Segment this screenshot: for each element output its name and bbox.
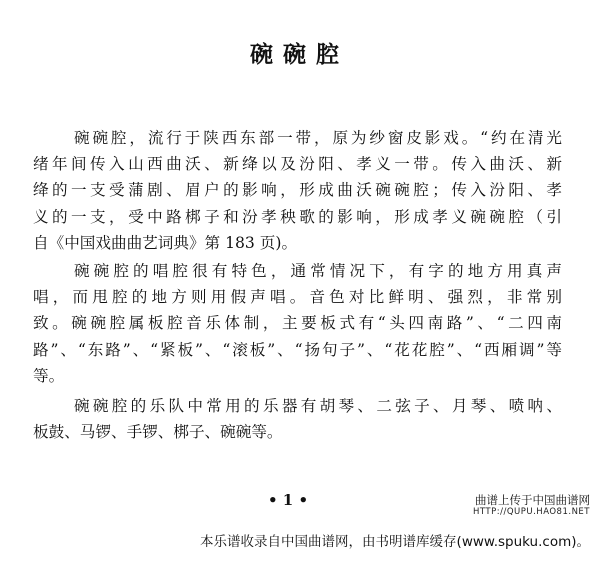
paragraph-2: [33, 258, 562, 389]
watermark-url: HTTP://QUPU.HAO81.NET: [473, 507, 590, 517]
page-number: • 1 •: [267, 491, 309, 509]
text-line: 碗碗腔，流行于陕西东部一带，原为纱窗皮影戏。“约在清光: [74, 129, 562, 147]
watermark: [473, 493, 590, 518]
text-line: 自《中国戏曲曲艺词典》第 183 页)。: [33, 233, 298, 252]
text-line: 唱，而甩腔的地方则用假声唱。音色对比鲜明、强烈，非常别: [33, 288, 562, 307]
text-line: 致。碗碗腔属板腔音乐体制，主要板式有“头四南路”、“二四南: [33, 314, 562, 333]
text-line: 碗碗腔的乐队中常用的乐器有胡琴、二弦子、月琴、喷呐、: [74, 397, 562, 416]
text-line: 板鼓、马锣、手锣、梆子、碗碗等。: [33, 423, 283, 442]
body-text: [33, 125, 562, 447]
text-line: 等。: [33, 366, 65, 385]
text-line: 绪年间传入山西曲沃、新绛以及汾阳、孝义一带。传入曲沃、新: [33, 155, 562, 174]
text-line: 义的一支，受中路梆子和汾孝秧歌的影响，形成孝义碗碗腔（引: [33, 207, 562, 226]
paragraph-1: [33, 125, 562, 256]
text-line: 碗碗腔的唱腔很有特色，通常情况下，有字的地方用真声: [74, 262, 562, 281]
text-line: 绛的一支受蒲剧、眉户的影响，形成曲沃碗碗腔；传入汾阳、孝: [33, 181, 562, 200]
paragraph-3: [33, 393, 562, 445]
text-line: 路”、“东路”、“紧板”、“滚板”、“扬句子”、“花花腔”、“西厢调”等: [33, 340, 562, 359]
footer-note: 本乐谱收录自中国曲谱网，由书明谱库缓存(www.spuku.com)。: [200, 534, 590, 550]
page-title: 碗碗腔: [250, 41, 349, 68]
watermark-text: 曲谱上传于中国曲谱网: [475, 493, 590, 507]
